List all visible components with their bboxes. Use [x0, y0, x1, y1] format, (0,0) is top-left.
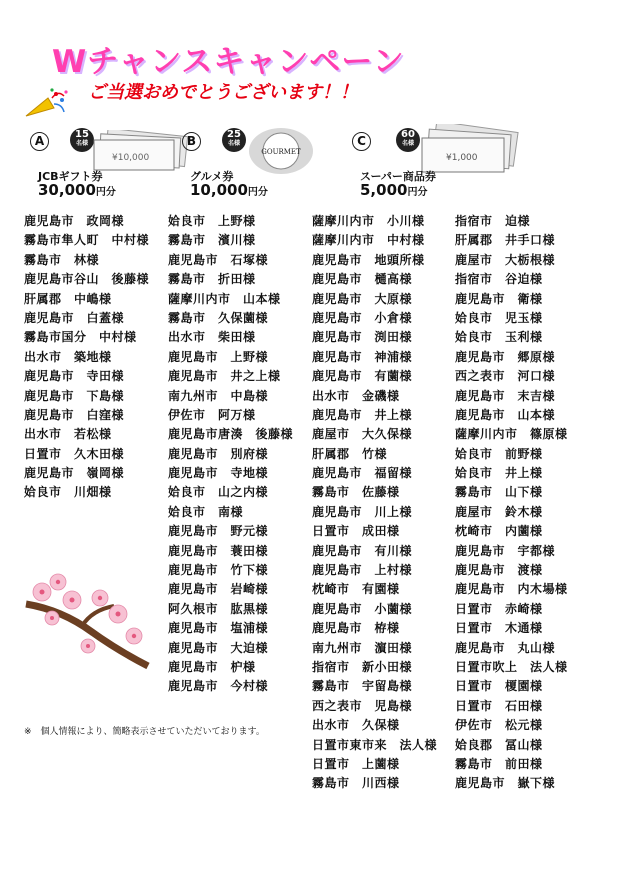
winner-entry: 日置市吹上 法人様	[455, 659, 568, 674]
winner-entry: 鹿児島市 嶺岡様	[24, 466, 125, 481]
winner-entry: 鹿児島市 下島様	[24, 388, 125, 403]
winner-entry: 鹿児島市 樋高様	[312, 272, 413, 287]
winner-entry: 指宿市 新小田様	[312, 659, 413, 674]
winner-entry: 薩摩川内市 山本様	[168, 291, 281, 306]
winner-entry: 鹿児島市 竹下様	[168, 563, 269, 578]
winner-entry: 南九州市 中島様	[168, 388, 269, 403]
winner-entry: 出水市 柴田様	[168, 330, 256, 345]
winner-entry: 霧島市 折田様	[168, 272, 256, 287]
prize-name: JCBギフト券	[38, 170, 103, 183]
winner-entry: 鹿児島市 大原様	[312, 291, 413, 306]
winner-entry: 指宿市 谷迫様	[455, 272, 543, 287]
winner-count-badge: 15 名様	[70, 128, 94, 152]
party-popper-icon	[22, 86, 70, 122]
winner-entry: 鹿児島市 福留様	[312, 466, 413, 481]
winner-count-badge: 60 名様	[396, 128, 420, 152]
winner-entry: 指宿市 迫様	[455, 214, 531, 228]
winner-entry: 鹿児島市 別府様	[168, 446, 269, 461]
winner-entry: 伊佐市 松元様	[455, 718, 543, 733]
winner-entry: 鹿児島市 嶽下様	[455, 776, 556, 791]
winner-entry: 鹿児島市谷山 後藤様	[24, 272, 150, 287]
winner-entry: 出水市 金磯様	[312, 388, 400, 403]
winner-entry: 出水市 久保様	[312, 718, 400, 733]
prize-name: グルメ券	[190, 170, 234, 183]
winner-entry: 鹿児島市 小倉様	[312, 310, 413, 325]
winner-entry: 鹿児島市 上野様	[168, 349, 269, 364]
winner-entry: 霧島市 宇留島様	[312, 679, 413, 694]
winner-entry: 鹿児島市 有川様	[312, 543, 413, 558]
winner-entry: 鹿児島市 今村様	[168, 679, 269, 694]
winner-entry: 鹿児島市 蓑田様	[168, 543, 269, 558]
prize-name: スーパー商品券	[360, 170, 436, 183]
winner-entry: 鹿児島市 寺田様	[24, 369, 125, 384]
winner-entry: 霧島市 佐藤様	[312, 485, 400, 500]
winner-entry: 鹿児島市 小薗様	[312, 601, 413, 616]
winner-entry: 日置市 木通様	[455, 621, 543, 636]
winner-entry: 鹿屋市 鈴木様	[455, 504, 543, 519]
winner-entry: 鹿屋市 大栃根様	[455, 252, 556, 267]
winner-entry: 肝属郡 竹様	[312, 446, 388, 461]
winner-entry: 鹿屋市 大久保様	[312, 427, 413, 442]
winner-entry: 霧島市 濱川様	[168, 233, 256, 248]
winner-entry: 霧島市 川西様	[312, 776, 400, 791]
winner-entry: 姶良市 玉利様	[455, 330, 543, 345]
winner-entry: 鹿児島市 地頭所様	[312, 252, 425, 267]
winner-entry: 鹿児島市 川上様	[312, 504, 413, 519]
winner-entry: 鹿児島市 政岡様	[24, 214, 125, 228]
winner-entry: 鹿児島市 宇都様	[455, 543, 556, 558]
prize-letter: B	[182, 132, 201, 151]
winner-entry: 鹿児島市 衛様	[455, 291, 543, 306]
prize-letter: C	[352, 132, 371, 151]
gourmet-voucher-image	[246, 126, 316, 176]
winner-entry: 鹿児島市 白窪様	[24, 407, 125, 422]
winner-entry: 姶良市 南様	[168, 504, 244, 519]
winner-entry: 鹿児島市 枦様	[168, 659, 256, 674]
prize-amount: 10,000円分	[190, 181, 268, 199]
svg-text:¥10,000: ¥10,000	[112, 153, 150, 163]
winner-entry: 鹿児島市 有薗様	[312, 369, 413, 384]
winner-entry: 霧島市 久保薗様	[168, 310, 269, 325]
winner-entry: 西之表市 河口様	[455, 369, 556, 384]
winner-entry: 出水市 築地様	[24, 349, 112, 364]
winner-entry: 枕崎市 有園様	[312, 582, 400, 597]
winner-entry: 肝属郡 中嶋様	[24, 291, 112, 306]
gift-card-image	[92, 130, 192, 172]
cherry-blossom-image	[22, 570, 152, 670]
winner-entry: 姶良市 前野様	[455, 446, 543, 461]
winner-entry: 鹿児島市 郷原様	[455, 349, 556, 364]
winner-entry: 鹿児島市 岩崎様	[168, 582, 269, 597]
winner-entry: 霧島市 林様	[24, 252, 100, 267]
svg-text:GOURMET: GOURMET	[261, 148, 301, 156]
winner-entry: 姶良市 児玉様	[455, 310, 543, 325]
privacy-note: ※ 個人情報により、簡略表示させていただいております。	[24, 727, 265, 737]
winner-entry: 肝属郡 井手口様	[455, 233, 556, 248]
winner-entry: 姶良市 山之内様	[168, 485, 269, 500]
winners-column-3	[312, 212, 437, 794]
winner-entry: 鹿児島市 野元様	[168, 524, 269, 539]
campaign-title: Wチャンスキャンペーン	[52, 44, 405, 80]
winners-column-1	[24, 212, 149, 503]
winners-column-2	[168, 212, 293, 697]
winner-entry: 鹿児島市 丸山様	[455, 640, 556, 655]
prize-amount: 5,000円分	[360, 181, 428, 199]
winner-entry: 霧島市国分 中村様	[24, 330, 137, 345]
winner-entry: 鹿児島市 石塚様	[168, 252, 269, 267]
winner-entry: 鹿児島市 内木場様	[455, 582, 568, 597]
winner-entry: 姶良市 川畑様	[24, 485, 112, 500]
winner-entry: 霧島市 山下様	[455, 485, 543, 500]
winner-entry: 鹿児島市 井上様	[312, 407, 413, 422]
winner-entry: 鹿児島市 山本様	[455, 407, 556, 422]
winner-entry: 西之表市 児島様	[312, 698, 413, 713]
winner-entry: 阿久根市 肱黒様	[168, 601, 269, 616]
winner-entry: 日置市 成田様	[312, 524, 400, 539]
congratulations-subtitle: ご当選おめでとうございます！！	[88, 82, 358, 103]
winner-entry: 鹿児島市 末吉様	[455, 388, 556, 403]
winner-entry: 姶良市 上野様	[168, 214, 256, 228]
winners-column-4	[455, 212, 568, 794]
winner-entry: 鹿児島市 大迫様	[168, 640, 269, 655]
winner-entry: 鹿児島市 上村様	[312, 563, 413, 578]
winner-entry: 薩摩川内市 篠原様	[455, 427, 568, 442]
winner-entry: 日置市 赤崎様	[455, 601, 543, 616]
prize-c	[352, 126, 522, 199]
winner-entry: 霧島市隼人町 中村様	[24, 233, 150, 248]
winner-count-badge: 25 名様	[222, 128, 246, 152]
winner-entry: 日置市 久木田様	[24, 446, 125, 461]
prize-b	[182, 126, 332, 199]
winner-entry: 鹿児島市 白蓋様	[24, 310, 125, 325]
prize-a	[30, 126, 180, 199]
winner-entry: 姶良郡 冨山様	[455, 737, 543, 752]
winner-entry: 霧島市 前田様	[455, 756, 543, 771]
prize-letter: A	[30, 132, 49, 151]
winner-entry: 鹿児島市 渡様	[455, 563, 543, 578]
winner-entry: 日置市 榎園様	[455, 679, 543, 694]
winner-entry: 鹿児島市唐湊 後藤様	[168, 427, 294, 442]
winner-entry: 鹿児島市 渕田様	[312, 330, 413, 345]
winner-entry: 鹿児島市 寺地様	[168, 466, 269, 481]
winner-entry: 姶良市 井上様	[455, 466, 543, 481]
winner-entry: 薩摩川内市 中村様	[312, 233, 425, 248]
winner-entry: 鹿児島市 神浦様	[312, 349, 413, 364]
winner-entry: 鹿児島市 塩浦様	[168, 621, 269, 636]
winner-entry: 日置市 上薗様	[312, 756, 400, 771]
winner-entry: 枕崎市 内薗様	[455, 524, 543, 539]
winner-entry: 日置市 石田様	[455, 698, 543, 713]
winner-entry: 出水市 若松様	[24, 427, 112, 442]
prize-amount: 30,000円分	[38, 181, 116, 199]
winner-entry: 薩摩川内市 小川様	[312, 214, 425, 228]
winner-entry: 南九州市 濵田様	[312, 640, 413, 655]
winner-entry: 伊佐市 阿万様	[168, 407, 256, 422]
svg-text:¥1,000: ¥1,000	[446, 153, 478, 163]
winner-entry: 日置市東市来 法人様	[312, 737, 438, 752]
winner-entry: 鹿児島市 栫様	[312, 621, 400, 636]
winner-entry: 鹿児島市 井之上様	[168, 369, 281, 384]
